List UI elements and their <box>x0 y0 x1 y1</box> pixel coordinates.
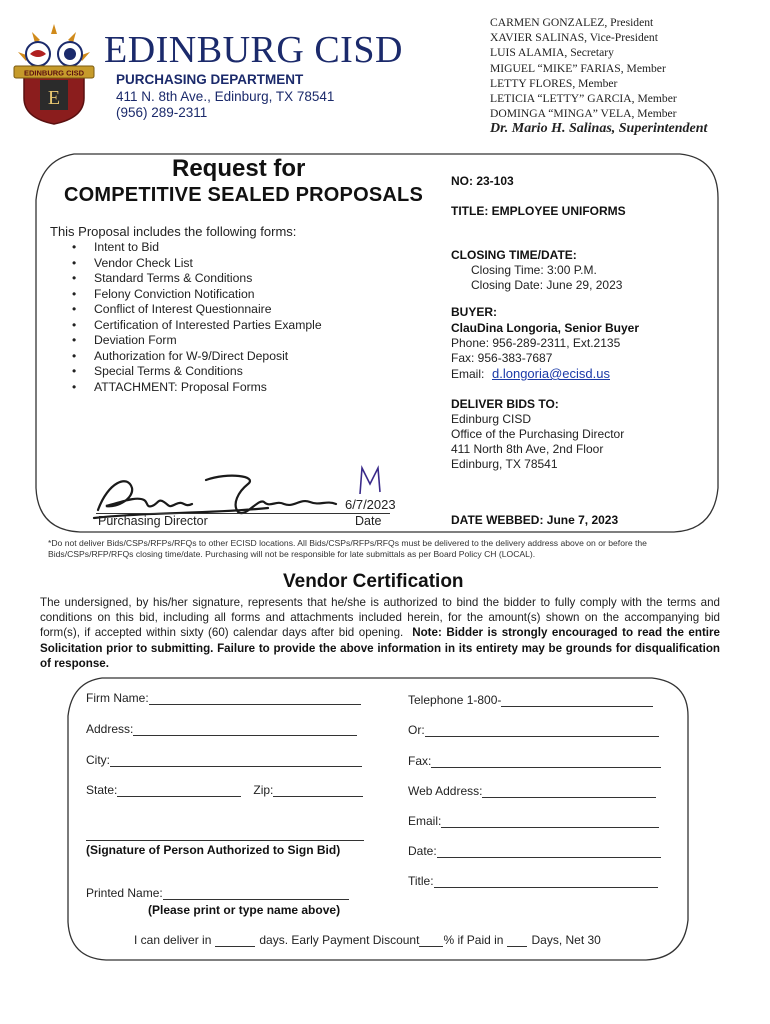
email-input[interactable] <box>441 815 659 828</box>
certification-note: Note: Bidder is strongly encouraged to read the entire Solicitation prior to submitting. Failure to provide the above information in its entirety may be grounds for disqualification of response. <box>40 626 720 670</box>
request-subtitle: COMPETITIVE SEALED PROPOSALS <box>64 184 423 206</box>
address-input[interactable] <box>133 723 357 736</box>
telephone-row <box>408 693 653 707</box>
board-member: XAVIER SALINAS, Vice-President <box>490 31 658 45</box>
city-input[interactable] <box>110 754 362 767</box>
board-member: LUIS ALAMIA, Secretary <box>490 46 614 60</box>
buyer-name: ClauDina Longoria, Senior Buyer <box>451 321 640 335</box>
buyer-email-label: Email: <box>451 367 485 381</box>
authorized-signature-line[interactable] <box>86 840 364 841</box>
fax-input[interactable] <box>431 755 661 768</box>
buyer-fax: Fax: 956-383-7687 <box>451 351 553 365</box>
web-address-row <box>408 784 656 798</box>
zip-input[interactable] <box>273 784 363 797</box>
list-item: • Conflict of Interest Questionnaire <box>72 302 322 318</box>
telephone-label: Telephone 1-800- <box>408 693 502 707</box>
or-label: Or: <box>408 723 425 737</box>
list-item: • Standard Terms & Conditions <box>72 271 322 287</box>
date-input[interactable] <box>437 845 661 858</box>
firm-name-input[interactable] <box>149 692 361 705</box>
deliver-heading: DELIVER BIDS TO: <box>451 397 559 411</box>
list-item: • Certification of Interested Parties Example <box>72 318 322 334</box>
deliver-address-line: Office of the Purchasing Director <box>451 427 625 441</box>
alt-phone-row <box>408 723 659 737</box>
delivery-days-input[interactable] <box>215 934 255 947</box>
board-member: DOMINGA “MINGA” VELA, Member <box>490 107 677 121</box>
list-item: • Felony Conviction Notification <box>72 287 322 303</box>
buyer-email-link[interactable]: d.longoria@ecisd.us <box>492 366 610 381</box>
email-label: Email: <box>408 814 442 828</box>
printed-name-caption: (Please print or type name above) <box>148 903 341 917</box>
superintendent: Dr. Mario H. Salinas, Superintendent <box>490 121 708 136</box>
board-member: LETTY FLORES, Member <box>490 76 618 90</box>
fax-row <box>408 754 661 768</box>
solicitation-number: NO: 23-103 <box>451 174 514 188</box>
alt-phone-input[interactable] <box>425 724 659 737</box>
board-member: MIGUEL “MIKE” FARIAS, Member <box>490 61 666 75</box>
title-row <box>408 874 658 888</box>
board-member: CARMEN GONZALEZ, President <box>490 16 654 29</box>
list-item: • Intent to Bid <box>72 240 322 256</box>
address-row <box>86 722 357 736</box>
date-label: Date: <box>408 844 437 858</box>
signature-role: Purchasing Director <box>98 514 208 528</box>
city-row <box>86 753 362 767</box>
title-input[interactable] <box>434 875 658 888</box>
paid-in-label: % if Paid in <box>443 933 504 947</box>
vendor-certification-body <box>40 595 720 671</box>
fax-label: Fax: <box>408 754 432 768</box>
department-phone: (956) 289-2311 <box>116 105 208 120</box>
closing-time: Closing Time: 3:00 P.M. <box>471 263 597 277</box>
address-label: Address: <box>86 722 134 736</box>
included-forms-list <box>72 240 322 395</box>
early-discount-label: days. Early Payment Discount <box>259 933 420 947</box>
deliver-address-line: Edinburg, TX 78541 <box>451 457 558 471</box>
firm-name-label: Firm Name: <box>86 691 149 705</box>
district-name: EDINBURG CISD <box>104 29 403 71</box>
list-item: • ATTACHMENT: Proposal Forms <box>72 380 322 396</box>
department-address: 411 N. 8th Ave., Edinburg, TX 78541 <box>116 89 335 104</box>
telephone-input[interactable] <box>501 694 653 707</box>
state-zip-row <box>86 783 363 797</box>
list-item: • Special Terms & Conditions <box>72 364 322 380</box>
logo-banner-text: EDINBURG CISD <box>23 68 85 78</box>
deliver-in-label: I can deliver in <box>134 933 212 947</box>
signature-caption: (Signature of Person Authorized to Sign Bid) <box>86 843 341 857</box>
list-item: • Deviation Form <box>72 333 322 349</box>
department-name: PURCHASING DEPARTMENT <box>116 72 304 87</box>
district-logo <box>10 20 98 128</box>
deliver-address-line: Edinburg CISD <box>451 412 532 426</box>
title-label: Title: <box>408 874 434 888</box>
date-row <box>408 844 661 858</box>
printed-name-input[interactable] <box>163 887 349 900</box>
state-input[interactable] <box>117 784 241 797</box>
discount-percent-input[interactable] <box>419 934 443 947</box>
email-row <box>408 814 659 828</box>
delivery-disclaimer: *Do not deliver Bids/CSPs/RFPs/RFQs to other ECISD locations. All Bids/CSPs/RFPs/RFQs must be delivered to the delivery address above on or before the Bids/CSPs/RFP/RFQs closing time/date. Purchasing will not be responsible for late submittals as per Board Policy CH (LOCAL). <box>48 538 647 559</box>
closing-date: Closing Date: June 29, 2023 <box>471 278 623 292</box>
printed-name-label: Printed Name: <box>86 886 163 900</box>
paid-days-input[interactable] <box>507 934 527 947</box>
board-members-list <box>490 15 677 121</box>
request-title: Request for <box>172 155 306 182</box>
city-label: City: <box>86 753 110 767</box>
board-member: LETICIA “LETTY” GARCIA, Member <box>490 92 677 106</box>
state-label: State: <box>86 783 118 797</box>
delivery-terms-row <box>134 933 601 947</box>
date-webbed: DATE WEBBED: June 7, 2023 <box>451 513 619 527</box>
solicitation-title: TITLE: EMPLOYEE UNIFORMS <box>451 204 626 218</box>
web-address-input[interactable] <box>482 785 656 798</box>
certification-text: The undersigned, by his/her signature, represents that he/she is authorized to bind the bidder to fully comply with the terms and conditions on this bid, including all forms and attachments included herein, for the amount(s) shown on the accompanying bid form(s), if accepted within sixty (60) calendar days after bid opening. <box>40 596 720 640</box>
printed-name-row <box>86 886 349 900</box>
svg-text:E: E <box>47 87 61 109</box>
signature-date-value: 6/7/2023 <box>345 497 396 512</box>
vendor-certification-title: Vendor Certification <box>283 571 464 592</box>
zip-label: Zip: <box>253 783 274 797</box>
signature-date-label: Date <box>355 514 382 528</box>
buyer-heading: BUYER: <box>451 305 498 319</box>
web-address-label: Web Address: <box>408 784 483 798</box>
closing-heading: CLOSING TIME/DATE: <box>451 248 577 262</box>
net-terms-label: Days, Net 30 <box>531 933 601 947</box>
firm-name-row <box>86 691 361 705</box>
list-item: • Authorization for W-9/Direct Deposit <box>72 349 322 365</box>
buyer-phone: Phone: 956-289-2311, Ext.2135 <box>451 336 621 350</box>
includes-intro: This Proposal includes the following forms: <box>50 224 297 239</box>
list-item: • Vendor Check List <box>72 256 322 272</box>
deliver-address-line: 411 North 8th Ave, 2nd Floor <box>451 442 604 456</box>
